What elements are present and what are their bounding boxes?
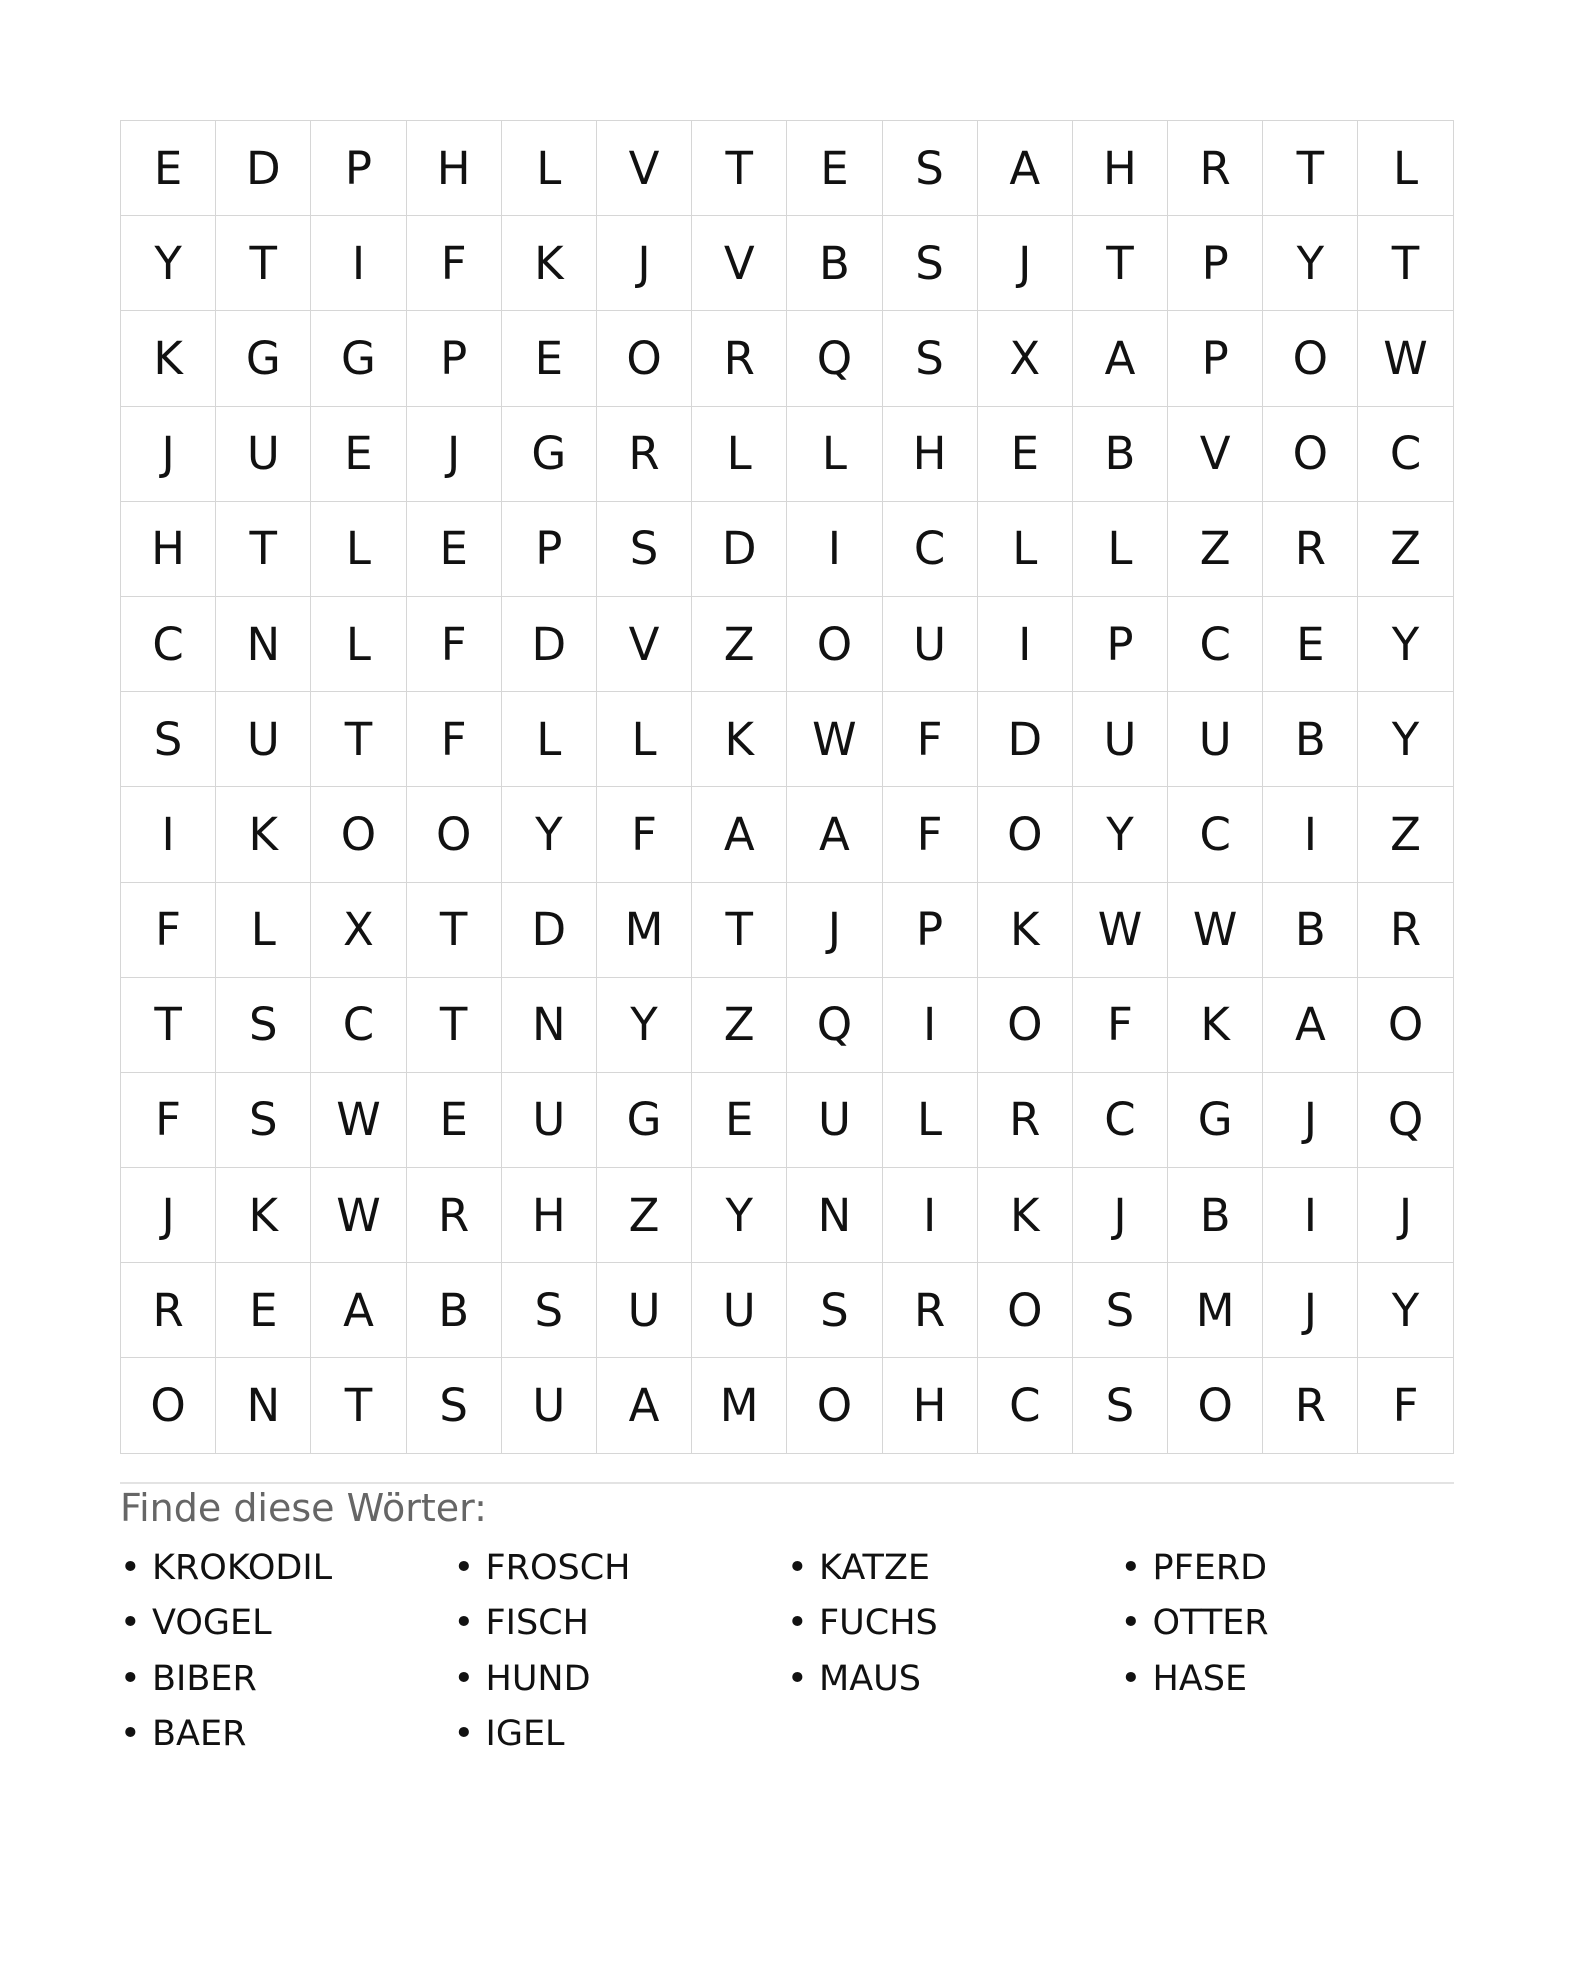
grid-cell[interactable]: X	[978, 311, 1073, 406]
grid-cell[interactable]: W	[787, 692, 882, 787]
bullet-icon: •	[787, 1658, 808, 1699]
grid-cell[interactable]: J	[978, 216, 1073, 311]
grid-cell[interactable]: O	[978, 1263, 1073, 1358]
grid-cell[interactable]: P	[1073, 597, 1168, 692]
word-list-item	[1121, 1540, 1455, 1596]
grid-cell[interactable]: C	[883, 502, 978, 597]
word-list	[120, 1540, 1454, 1762]
grid-cell[interactable]: S	[883, 216, 978, 311]
grid-cell[interactable]: S	[1073, 1263, 1168, 1358]
grid-cell[interactable]: R	[883, 1263, 978, 1358]
word-label: FROSCH	[485, 1547, 631, 1588]
grid-cell[interactable]: J	[121, 407, 216, 502]
grid-cell[interactable]: L	[787, 407, 882, 502]
grid-cell[interactable]: D	[216, 121, 311, 216]
grid-cell[interactable]: U	[502, 1073, 597, 1168]
bullet-icon: •	[453, 1547, 475, 1588]
grid-cell[interactable]: G	[597, 1073, 692, 1168]
grid-cell[interactable]: R	[597, 407, 692, 502]
grid-cell[interactable]: G	[311, 311, 406, 406]
grid-cell[interactable]: J	[1263, 1073, 1358, 1168]
word-label: HUND	[485, 1658, 591, 1699]
grid-cell[interactable]: U	[597, 1263, 692, 1358]
grid-cell[interactable]: D	[502, 883, 597, 978]
word-list-item	[120, 1651, 454, 1707]
grid-cell[interactable]: Y	[1263, 216, 1358, 311]
grid-cell[interactable]: X	[311, 883, 406, 978]
grid-cell[interactable]: L	[692, 407, 787, 502]
grid-cell[interactable]: C	[311, 978, 406, 1073]
grid-cell[interactable]: G	[502, 407, 597, 502]
word-list-item	[120, 1707, 454, 1763]
grid-cell[interactable]: F	[1073, 978, 1168, 1073]
grid-cell[interactable]: R	[1263, 502, 1358, 597]
word-list-item	[454, 1651, 788, 1707]
grid-cell[interactable]: O	[1358, 978, 1453, 1073]
word-list-item	[454, 1596, 788, 1652]
grid-cell[interactable]: R	[1358, 883, 1453, 978]
grid-cell[interactable]: S	[121, 692, 216, 787]
grid-cell[interactable]: O	[1168, 1358, 1263, 1453]
grid-cell[interactable]: Q	[787, 311, 882, 406]
grid-cell[interactable]: U	[216, 407, 311, 502]
grid-cell[interactable]: V	[692, 216, 787, 311]
grid-cell[interactable]: A	[978, 121, 1073, 216]
grid-cell[interactable]: Q	[787, 978, 882, 1073]
grid-cell[interactable]: Y	[1358, 692, 1453, 787]
grid-cell[interactable]: B	[1073, 407, 1168, 502]
bullet-icon: •	[453, 1603, 475, 1644]
word-label: FISCH	[485, 1603, 589, 1644]
bullet-icon: •	[120, 1658, 141, 1699]
grid-cell[interactable]: Y	[1358, 1263, 1453, 1358]
grid-cell[interactable]: R	[692, 311, 787, 406]
grid-cell[interactable]: E	[311, 407, 406, 502]
grid-cell[interactable]: M	[1168, 1263, 1263, 1358]
grid-cell[interactable]: I	[787, 502, 882, 597]
grid-cell[interactable]: V	[597, 597, 692, 692]
grid-cell[interactable]: T	[407, 883, 502, 978]
grid-cell[interactable]: V	[597, 121, 692, 216]
grid-cell[interactable]: T	[1358, 216, 1453, 311]
grid-cell[interactable]: L	[883, 1073, 978, 1168]
grid-cell[interactable]: M	[597, 883, 692, 978]
grid-cell[interactable]: E	[216, 1263, 311, 1358]
grid-cell[interactable]: N	[502, 978, 597, 1073]
grid-cell[interactable]: R	[407, 1168, 502, 1263]
grid-cell[interactable]: A	[692, 787, 787, 882]
grid-cell[interactable]: T	[216, 216, 311, 311]
grid-cell[interactable]: E	[787, 121, 882, 216]
grid-cell[interactable]: F	[883, 692, 978, 787]
grid-cell[interactable]: U	[1168, 692, 1263, 787]
grid-cell[interactable]: E	[978, 407, 1073, 502]
grid-cell[interactable]: S	[1073, 1358, 1168, 1453]
grid-cell[interactable]: F	[407, 692, 502, 787]
grid-cell[interactable]: L	[311, 597, 406, 692]
grid-cell[interactable]: W	[1073, 883, 1168, 978]
grid-cell[interactable]: I	[883, 978, 978, 1073]
word-list-item	[1121, 1651, 1455, 1707]
word-label: OTTER	[1152, 1603, 1269, 1644]
grid-cell[interactable]: P	[311, 121, 406, 216]
grid-cell[interactable]: K	[216, 787, 311, 882]
grid-cell[interactable]: T	[1263, 121, 1358, 216]
word-label: PFERD	[1152, 1547, 1268, 1588]
grid-cell[interactable]: O	[978, 978, 1073, 1073]
grid-cell[interactable]: K	[978, 883, 1073, 978]
grid-cell[interactable]: Z	[1358, 502, 1453, 597]
grid-cell[interactable]: P	[1168, 216, 1263, 311]
grid-cell[interactable]: V	[1168, 407, 1263, 502]
grid-cell[interactable]: E	[407, 502, 502, 597]
grid-cell[interactable]: R	[1168, 121, 1263, 216]
grid-cell[interactable]: U	[883, 597, 978, 692]
grid-cell[interactable]: R	[1263, 1358, 1358, 1453]
grid-cell[interactable]: Q	[1358, 1073, 1453, 1168]
grid-cell[interactable]: K	[1168, 978, 1263, 1073]
grid-cell[interactable]: P	[502, 502, 597, 597]
grid-cell[interactable]: C	[1358, 407, 1453, 502]
grid-cell[interactable]: U	[692, 1263, 787, 1358]
grid-cell[interactable]: T	[692, 121, 787, 216]
grid-cell[interactable]: B	[1263, 692, 1358, 787]
grid-cell[interactable]: L	[978, 502, 1073, 597]
grid-cell[interactable]: Z	[1358, 787, 1453, 882]
bullet-icon: •	[1120, 1547, 1142, 1588]
grid-cell[interactable]: L	[1358, 121, 1453, 216]
grid-cell[interactable]: K	[502, 216, 597, 311]
grid-cell[interactable]: W	[311, 1073, 406, 1168]
grid-cell[interactable]: L	[216, 883, 311, 978]
grid-cell[interactable]: F	[597, 787, 692, 882]
grid-cell[interactable]: U	[1073, 692, 1168, 787]
word-list-heading: Finde diese Wörter:	[120, 1486, 487, 1530]
bullet-icon: •	[120, 1547, 141, 1588]
grid-cell[interactable]: C	[121, 597, 216, 692]
grid-cell[interactable]: Z	[1168, 502, 1263, 597]
grid-cell[interactable]: E	[1263, 597, 1358, 692]
grid-cell[interactable]: I	[1263, 787, 1358, 882]
grid-cell[interactable]: O	[787, 1358, 882, 1453]
grid-cell[interactable]: S	[883, 121, 978, 216]
grid-cell[interactable]: B	[407, 1263, 502, 1358]
grid-cell[interactable]: T	[311, 692, 406, 787]
grid-cell[interactable]: Z	[692, 978, 787, 1073]
grid-cell[interactable]: J	[787, 883, 882, 978]
grid-cell[interactable]: B	[1263, 883, 1358, 978]
grid-cell[interactable]: B	[787, 216, 882, 311]
grid-cell[interactable]: W	[311, 1168, 406, 1263]
word-list-item	[454, 1540, 788, 1596]
grid-cell[interactable]: H	[121, 502, 216, 597]
grid-cell[interactable]: O	[978, 787, 1073, 882]
grid-cell[interactable]: Y	[502, 787, 597, 882]
bullet-icon: •	[120, 1714, 141, 1755]
grid-cell[interactable]: S	[216, 1073, 311, 1168]
grid-cell[interactable]: K	[978, 1168, 1073, 1263]
bullet-icon: •	[1120, 1603, 1142, 1644]
grid-cell[interactable]: F	[407, 216, 502, 311]
grid-cell[interactable]: H	[883, 1358, 978, 1453]
word-list-item	[454, 1707, 788, 1763]
grid-cell[interactable]: A	[597, 1358, 692, 1453]
grid-cell[interactable]: F	[1358, 1358, 1453, 1453]
grid-cell[interactable]: A	[311, 1263, 406, 1358]
grid-cell[interactable]: D	[502, 597, 597, 692]
grid-cell[interactable]: N	[216, 1358, 311, 1453]
bullet-icon: •	[453, 1658, 475, 1699]
grid-cell[interactable]: K	[692, 692, 787, 787]
word-label: KROKODIL	[152, 1547, 333, 1588]
grid-cell[interactable]: C	[978, 1358, 1073, 1453]
word-label: KATZE	[819, 1547, 931, 1588]
grid-cell[interactable]: A	[787, 787, 882, 882]
grid-cell[interactable]: K	[216, 1168, 311, 1263]
bullet-icon: •	[1120, 1658, 1142, 1699]
grid-cell[interactable]: E	[121, 121, 216, 216]
grid-cell[interactable]: Y	[121, 216, 216, 311]
grid-cell[interactable]: O	[597, 311, 692, 406]
grid-cell[interactable]: N	[787, 1168, 882, 1263]
word-list-item	[120, 1596, 454, 1652]
grid-cell[interactable]: T	[692, 883, 787, 978]
grid-cell[interactable]: W	[1168, 883, 1263, 978]
grid-cell[interactable]: J	[1263, 1263, 1358, 1358]
grid-cell[interactable]: L	[311, 502, 406, 597]
word-list-item	[787, 1651, 1121, 1707]
grid-cell[interactable]: P	[883, 883, 978, 978]
word-list-item	[787, 1596, 1121, 1652]
grid-cell[interactable]: O	[407, 787, 502, 882]
grid-cell[interactable]: R	[978, 1073, 1073, 1168]
grid-cell[interactable]: S	[407, 1358, 502, 1453]
grid-cell[interactable]: O	[1263, 407, 1358, 502]
grid-cell[interactable]: I	[311, 216, 406, 311]
word-list-item	[1121, 1596, 1455, 1652]
grid-cell[interactable]: E	[407, 1073, 502, 1168]
grid-cell[interactable]: F	[883, 787, 978, 882]
grid-cell[interactable]: O	[311, 787, 406, 882]
grid-cell[interactable]: D	[978, 692, 1073, 787]
grid-cell[interactable]: J	[407, 407, 502, 502]
grid-cell[interactable]: L	[597, 692, 692, 787]
grid-cell[interactable]: H	[1073, 121, 1168, 216]
grid-cell[interactable]: H	[883, 407, 978, 502]
grid-cell[interactable]: D	[692, 502, 787, 597]
grid-cell[interactable]: S	[597, 502, 692, 597]
bullet-icon: •	[787, 1547, 808, 1588]
grid-cell[interactable]: E	[692, 1073, 787, 1168]
grid-cell[interactable]: E	[502, 311, 597, 406]
grid-cell[interactable]: Y	[692, 1168, 787, 1263]
word-list-item	[787, 1540, 1121, 1596]
grid-cell[interactable]: Y	[1358, 597, 1453, 692]
grid-cell[interactable]: O	[121, 1358, 216, 1453]
grid-cell[interactable]: Z	[597, 1168, 692, 1263]
grid-cell[interactable]: G	[1168, 1073, 1263, 1168]
grid-cell[interactable]: A	[1263, 978, 1358, 1073]
bullet-icon: •	[120, 1603, 141, 1644]
grid-cell[interactable]: J	[597, 216, 692, 311]
grid-cell[interactable]: G	[216, 311, 311, 406]
grid-cell[interactable]: K	[121, 311, 216, 406]
grid-cell[interactable]: H	[502, 1168, 597, 1263]
grid-cell[interactable]: F	[121, 883, 216, 978]
grid-cell[interactable]: I	[1263, 1168, 1358, 1263]
bullet-icon: •	[787, 1603, 808, 1644]
grid-cell[interactable]: J	[121, 1168, 216, 1263]
grid-cell[interactable]: Y	[1073, 787, 1168, 882]
grid-cell[interactable]: U	[787, 1073, 882, 1168]
grid-cell[interactable]: T	[1073, 216, 1168, 311]
grid-cell[interactable]: C	[1073, 1073, 1168, 1168]
word-label: HASE	[1152, 1658, 1248, 1699]
grid-cell[interactable]: U	[502, 1358, 597, 1453]
grid-cell[interactable]: W	[1358, 311, 1453, 406]
grid-cell[interactable]: U	[216, 692, 311, 787]
grid-cell[interactable]: C	[1168, 597, 1263, 692]
grid-cell[interactable]: M	[692, 1358, 787, 1453]
grid-cell[interactable]: J	[1073, 1168, 1168, 1263]
grid-cell[interactable]: L	[502, 692, 597, 787]
grid-cell[interactable]: O	[1263, 311, 1358, 406]
grid-cell[interactable]: L	[1073, 502, 1168, 597]
grid-cell[interactable]: S	[216, 978, 311, 1073]
grid-cell[interactable]: P	[407, 311, 502, 406]
grid-cell[interactable]: C	[1168, 787, 1263, 882]
word-label: BAER	[152, 1714, 247, 1755]
grid-cell[interactable]: Z	[692, 597, 787, 692]
word-label: VOGEL	[152, 1603, 272, 1644]
grid-cell[interactable]: O	[787, 597, 882, 692]
grid-cell[interactable]: J	[1358, 1168, 1453, 1263]
grid-cell[interactable]: T	[407, 978, 502, 1073]
grid-cell[interactable]: F	[121, 1073, 216, 1168]
grid-cell[interactable]: F	[407, 597, 502, 692]
word-label: MAUS	[819, 1658, 921, 1699]
grid-cell[interactable]: S	[787, 1263, 882, 1358]
grid-cell[interactable]: T	[216, 502, 311, 597]
grid-cell[interactable]: B	[1168, 1168, 1263, 1263]
grid-cell[interactable]: R	[121, 1263, 216, 1358]
grid-cell[interactable]: I	[883, 1168, 978, 1263]
grid-cell[interactable]: S	[502, 1263, 597, 1358]
grid-cell[interactable]: N	[216, 597, 311, 692]
letter-grid	[120, 120, 1454, 1454]
grid-cell[interactable]: T	[311, 1358, 406, 1453]
grid-cell[interactable]: I	[121, 787, 216, 882]
grid-cell[interactable]: I	[978, 597, 1073, 692]
grid-cell[interactable]: A	[1073, 311, 1168, 406]
grid-cell[interactable]: L	[502, 121, 597, 216]
word-list-item	[120, 1540, 454, 1596]
divider	[120, 1482, 1454, 1484]
grid-cell[interactable]: S	[883, 311, 978, 406]
grid-cell[interactable]: T	[121, 978, 216, 1073]
word-label: BIBER	[152, 1658, 257, 1699]
word-label: FUCHS	[819, 1603, 938, 1644]
grid-cell[interactable]: Y	[597, 978, 692, 1073]
bullet-icon: •	[453, 1714, 475, 1755]
grid-cell[interactable]: P	[1168, 311, 1263, 406]
word-label: IGEL	[485, 1714, 565, 1755]
grid-cell[interactable]: H	[407, 121, 502, 216]
